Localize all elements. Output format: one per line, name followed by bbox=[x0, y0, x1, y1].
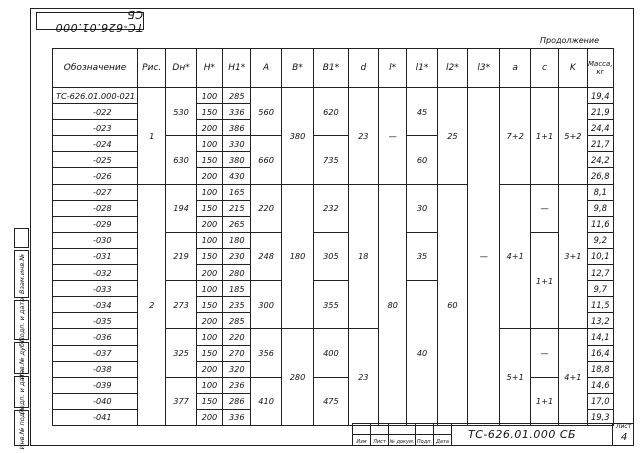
designation-cell: -024 bbox=[53, 136, 138, 152]
designation-cell: -026 bbox=[53, 168, 138, 184]
group-cell: 475 bbox=[314, 377, 348, 425]
h1-cell: 270 bbox=[223, 345, 251, 361]
mass-cell: 14,1 bbox=[587, 329, 613, 345]
group-cell: 1+1 bbox=[530, 377, 558, 425]
h1-cell: 286 bbox=[223, 393, 251, 409]
h-cell: 200 bbox=[196, 313, 222, 329]
h1-cell: 235 bbox=[223, 297, 251, 313]
group-cell: 1+1 bbox=[530, 232, 558, 329]
h1-cell: 230 bbox=[223, 248, 251, 264]
group-cell: — bbox=[379, 88, 407, 185]
mass-cell: 24,2 bbox=[587, 152, 613, 168]
h-cell: 150 bbox=[196, 152, 222, 168]
h-cell: 200 bbox=[196, 265, 222, 281]
table-row bbox=[53, 329, 614, 345]
group-cell: 325 bbox=[166, 329, 196, 377]
h-cell: 150 bbox=[196, 393, 222, 409]
col-b1: B1* bbox=[314, 49, 348, 88]
mass-cell: 24,4 bbox=[587, 120, 613, 136]
mass-cell: 10,1 bbox=[587, 248, 613, 264]
h-cell: 150 bbox=[196, 104, 222, 120]
group-cell: 735 bbox=[314, 136, 348, 184]
table-row bbox=[53, 184, 614, 200]
group-cell: 45 bbox=[407, 88, 437, 136]
h-cell: 100 bbox=[196, 184, 222, 200]
mass-cell: 21,7 bbox=[587, 136, 613, 152]
group-cell: 280 bbox=[281, 329, 313, 426]
h1-cell: 285 bbox=[223, 88, 251, 104]
group-cell: 620 bbox=[314, 88, 348, 136]
group-cell: 3+1 bbox=[559, 184, 587, 329]
group-cell: 40 bbox=[407, 281, 437, 426]
group-cell: 355 bbox=[314, 281, 348, 329]
mass-cell: 19,4 bbox=[587, 88, 613, 104]
h1-cell: 236 bbox=[223, 377, 251, 393]
group-cell: 400 bbox=[314, 329, 348, 377]
mass-cell: 14,6 bbox=[587, 377, 613, 393]
col-a-small: a bbox=[500, 49, 530, 88]
group-cell: 60 bbox=[407, 136, 437, 184]
group-cell: 180 bbox=[281, 184, 313, 329]
group-cell: 377 bbox=[166, 377, 196, 425]
h-cell: 150 bbox=[196, 200, 222, 216]
sheet-label: Лист bbox=[616, 423, 632, 430]
group-cell: 80 bbox=[379, 184, 407, 425]
sheet-box bbox=[612, 423, 635, 445]
group-cell: 23 bbox=[348, 88, 378, 185]
col-c: c bbox=[530, 49, 558, 88]
mass-cell: 18,8 bbox=[587, 361, 613, 377]
group-cell: 410 bbox=[251, 377, 281, 425]
designation-cell: -036 bbox=[53, 329, 138, 345]
h-cell: 200 bbox=[196, 120, 222, 136]
mass-cell: 9,7 bbox=[587, 281, 613, 297]
h-cell: 100 bbox=[196, 88, 222, 104]
group-cell: 219 bbox=[166, 232, 196, 280]
group-cell: 1+1 bbox=[530, 88, 558, 185]
col-l: l* bbox=[379, 49, 407, 88]
header-row bbox=[53, 49, 614, 88]
designation-cell: -030 bbox=[53, 232, 138, 248]
designation-cell: -041 bbox=[53, 409, 138, 425]
designation-cell: -028 bbox=[53, 200, 138, 216]
h-cell: 200 bbox=[196, 361, 222, 377]
sheet-number: 4 bbox=[621, 432, 628, 443]
mass-cell: 8,1 bbox=[587, 184, 613, 200]
h1-cell: 336 bbox=[223, 104, 251, 120]
group-cell: 23 bbox=[348, 329, 378, 426]
designation-cell: -040 bbox=[53, 393, 138, 409]
mass-cell: 11,6 bbox=[587, 216, 613, 232]
col-l1: l1* bbox=[407, 49, 437, 88]
side-box-top bbox=[14, 228, 29, 248]
group-cell: 25 bbox=[437, 88, 467, 185]
group-cell: 220 bbox=[251, 184, 281, 232]
mass-cell: 26,8 bbox=[587, 168, 613, 184]
mass-cell: 16,4 bbox=[587, 345, 613, 361]
group-cell: 560 bbox=[251, 88, 281, 136]
designation-cell: -033 bbox=[53, 281, 138, 297]
group-cell: 305 bbox=[314, 232, 348, 280]
group-cell: 660 bbox=[251, 136, 281, 184]
stamp-col-date: Дата bbox=[434, 435, 452, 446]
designation-cell: -039 bbox=[53, 377, 138, 393]
stamp-col-doc: № докум. bbox=[389, 435, 416, 446]
group-cell: 5+2 bbox=[559, 88, 587, 185]
group-cell: 248 bbox=[251, 232, 281, 280]
group-cell: 35 bbox=[407, 232, 437, 280]
document-code: ТС-626.01.000 СБ bbox=[468, 428, 577, 441]
mass-cell: 13,2 bbox=[587, 313, 613, 329]
continuation-label: Продолжение bbox=[540, 36, 600, 45]
col-fig: Рис. bbox=[138, 49, 166, 88]
designation-cell: -038 bbox=[53, 361, 138, 377]
stamp-col-change: Изм bbox=[353, 435, 371, 446]
h-cell: 100 bbox=[196, 329, 222, 345]
side-box-sign-date-2: Подп. и дата bbox=[14, 300, 29, 340]
col-a: A bbox=[251, 49, 281, 88]
group-cell: 4+1 bbox=[559, 329, 587, 426]
inverted-code: ТС-626.01.000 СБ bbox=[55, 8, 143, 34]
group-cell: 30 bbox=[407, 184, 437, 232]
h1-cell: 336 bbox=[223, 409, 251, 425]
designation-cell: ТС-626.01.000-021 bbox=[53, 88, 138, 104]
h1-cell: 180 bbox=[223, 232, 251, 248]
group-cell: 7+2 bbox=[500, 88, 530, 185]
designation-cell: -023 bbox=[53, 120, 138, 136]
col-designation: Обозначение bbox=[53, 49, 138, 88]
h-cell: 150 bbox=[196, 297, 222, 313]
designation-cell: -035 bbox=[53, 313, 138, 329]
h1-cell: 220 bbox=[223, 329, 251, 345]
designation-cell: -029 bbox=[53, 216, 138, 232]
side-box-replace: Взам.инв.№ bbox=[14, 250, 29, 298]
col-h1: H1* bbox=[223, 49, 251, 88]
h1-cell: 215 bbox=[223, 200, 251, 216]
group-cell: 380 bbox=[281, 88, 313, 185]
designation-cell: -037 bbox=[53, 345, 138, 361]
col-h: H* bbox=[196, 49, 222, 88]
group-cell: 60 bbox=[437, 184, 467, 425]
group-cell: — bbox=[530, 329, 558, 377]
h-cell: 200 bbox=[196, 216, 222, 232]
group-cell: — bbox=[530, 184, 558, 232]
col-dn: Dн* bbox=[166, 49, 196, 88]
group-cell: 630 bbox=[166, 136, 196, 184]
mass-cell: 17,0 bbox=[587, 393, 613, 409]
h-cell: 200 bbox=[196, 409, 222, 425]
group-cell: 356 bbox=[251, 329, 281, 377]
col-d: d bbox=[348, 49, 378, 88]
h-cell: 150 bbox=[196, 248, 222, 264]
designation-cell: -031 bbox=[53, 248, 138, 264]
h1-cell: 380 bbox=[223, 152, 251, 168]
h1-cell: 265 bbox=[223, 216, 251, 232]
group-cell: 2 bbox=[138, 184, 166, 425]
h1-cell: 285 bbox=[223, 313, 251, 329]
mass-cell: 19,3 bbox=[587, 409, 613, 425]
inverted-code-box bbox=[36, 8, 144, 34]
h1-cell: 280 bbox=[223, 265, 251, 281]
specification-table bbox=[52, 48, 614, 426]
side-box-dup: Инв.№ дубл. bbox=[14, 342, 29, 374]
group-cell: 1 bbox=[138, 88, 166, 185]
h-cell: 100 bbox=[196, 281, 222, 297]
group-cell: — bbox=[468, 88, 500, 426]
mass-cell: 11,5 bbox=[587, 297, 613, 313]
designation-cell: -022 bbox=[53, 104, 138, 120]
stamp-col-sheet: Лист bbox=[371, 435, 389, 446]
col-k: K bbox=[559, 49, 587, 88]
group-cell: 530 bbox=[166, 88, 196, 136]
group-cell: 18 bbox=[348, 184, 378, 329]
col-l3: l3* bbox=[468, 49, 500, 88]
h1-cell: 320 bbox=[223, 361, 251, 377]
side-box-inv: Инв.№ подл. bbox=[14, 410, 29, 446]
h-cell: 100 bbox=[196, 232, 222, 248]
group-cell: 273 bbox=[166, 281, 196, 329]
col-mass: Масса, кг bbox=[587, 49, 613, 88]
h1-cell: 330 bbox=[223, 136, 251, 152]
designation-cell: -032 bbox=[53, 265, 138, 281]
mass-cell: 21,9 bbox=[587, 104, 613, 120]
col-l2: l2* bbox=[437, 49, 467, 88]
mass-cell: 9,2 bbox=[587, 232, 613, 248]
h1-cell: 165 bbox=[223, 184, 251, 200]
h-cell: 200 bbox=[196, 168, 222, 184]
group-cell: 194 bbox=[166, 184, 196, 232]
designation-cell: -027 bbox=[53, 184, 138, 200]
h1-cell: 386 bbox=[223, 120, 251, 136]
side-box-sign-date: Подп. и дата bbox=[14, 376, 29, 408]
h-cell: 100 bbox=[196, 377, 222, 393]
mass-cell: 12,7 bbox=[587, 265, 613, 281]
group-cell: 232 bbox=[314, 184, 348, 232]
h1-cell: 430 bbox=[223, 168, 251, 184]
designation-cell: -034 bbox=[53, 297, 138, 313]
h-cell: 150 bbox=[196, 345, 222, 361]
h1-cell: 185 bbox=[223, 281, 251, 297]
stamp-col-sign: Подп. bbox=[416, 435, 434, 446]
mass-cell: 9,8 bbox=[587, 200, 613, 216]
group-cell: 4+1 bbox=[500, 184, 530, 329]
group-cell: 5+1 bbox=[500, 329, 530, 426]
h-cell: 100 bbox=[196, 136, 222, 152]
table-row bbox=[53, 88, 614, 104]
col-b: B* bbox=[281, 49, 313, 88]
group-cell: 300 bbox=[251, 281, 281, 329]
designation-cell: -025 bbox=[53, 152, 138, 168]
